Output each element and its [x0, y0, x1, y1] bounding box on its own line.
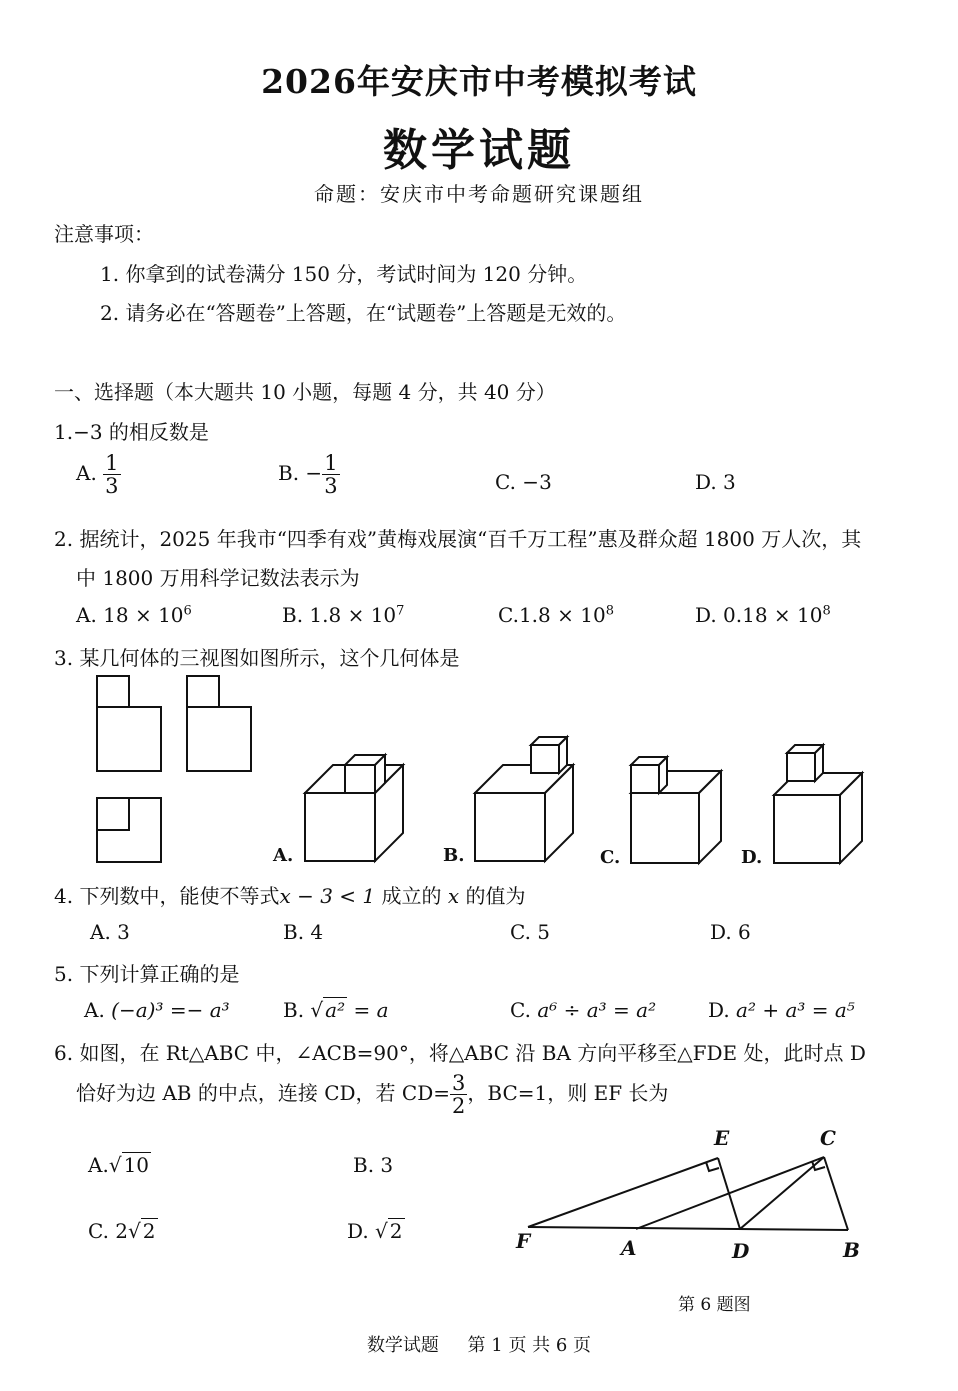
q6-point-e: E: [714, 1126, 730, 1150]
q2-line-1: 2. 据统计，2025 年我市“四季有戏”黄梅戏展演“百千万工程”惠及群众超 1800 万人次，其: [54, 527, 862, 551]
q1-a-fraction: $\frac{1}{3}$: [105, 451, 119, 499]
q6-option-c: C. 2√ 2: [88, 1219, 156, 1243]
notice-heading: 注意事项：: [54, 222, 154, 246]
q1-option-b: B. − $\frac{1}{3}$: [278, 451, 338, 499]
q6-line-1: 6. 如图，在 Rt△ABC 中，∠ACB=90°，将△ABC 沿 BA 方向平移至△FDE 处，此时点 D: [54, 1041, 866, 1065]
q6-line-2: 恰好为边 AB 的中点，连接 CD，若 CD= $\frac{3}{2}$ ，BC=1，则 EF 长为: [76, 1071, 669, 1119]
notice-item-1: 1. 你拿到的试卷满分 150 分，考试时间为 120 分钟。: [100, 262, 588, 286]
q2-line-2: 中 1800 万用科学记数法表示为: [76, 566, 360, 590]
q6-point-c: C: [820, 1126, 836, 1150]
q4-option-d: D. 6: [710, 920, 751, 944]
q5-option-b: B. √ a² = a: [283, 998, 389, 1022]
q3-option-d-label: D.: [741, 847, 763, 868]
q2-option-a: A. $18 \times 10^6$: [76, 603, 192, 627]
q4-stem: 4. 下列数中，能使不等式x − 3 < 1 成立的 x 的值为: [54, 884, 526, 908]
section-heading: 一、选择题（本大题共 10 小题，每题 4 分，共 40 分）: [54, 380, 556, 404]
q5-option-c: C. a⁶ ÷ a³ = a²: [510, 998, 657, 1022]
q6-figure-caption: 第 6 题图: [678, 1295, 751, 1315]
q4-option-b: B. 4: [283, 920, 324, 944]
q4-option-a: A. 3: [90, 920, 130, 944]
notice-item-2: 2. 请务必在“答题卷”上答题，在“试题卷”上答题是无效的。: [100, 301, 627, 325]
q6-option-d: D. √ 2: [347, 1219, 403, 1243]
q6-point-b: B: [843, 1238, 860, 1262]
q6-figure: [0, 0, 1, 1]
exam-title: 2026年安庆市中考模拟考试: [261, 62, 697, 101]
q3-stem: 3. 某几何体的三视图如图所示，这个几何体是: [54, 646, 460, 670]
q6-point-f: F: [516, 1229, 531, 1253]
q5-option-d: D. a² + a³ = a⁵: [708, 998, 855, 1022]
q6-option-a: A.√ 10: [88, 1153, 150, 1177]
q1-option-d: D. 3: [695, 470, 736, 494]
q3-option-a-label: A.: [273, 845, 294, 866]
q3-option-b-label: B.: [443, 845, 465, 866]
q4-option-c: C. 5: [510, 920, 551, 944]
subject-title: 数学试题: [383, 125, 575, 176]
q5-option-a: A. (−a)³ =− a³: [84, 998, 230, 1022]
page-footer: 数学试题 第 1 页 共 6 页: [366, 1335, 592, 1356]
q1-b-fraction: $\frac{1}{3}$: [324, 451, 338, 499]
q6-point-a: A: [621, 1236, 637, 1260]
q1-option-a: A. $\frac{1}{3}$: [76, 451, 119, 499]
q6-point-d: D: [732, 1239, 750, 1263]
q2-option-c: $C.1.8 \times 10^8$: [498, 603, 614, 627]
q1-stem: 1.−3 的相反数是: [54, 420, 209, 444]
q3-option-c-label: C.: [600, 847, 621, 868]
q5-stem: 5. 下列计算正确的是: [54, 962, 240, 986]
q6-option-b: B. 3: [353, 1153, 394, 1177]
q2-option-d: D. $0.18 \times 10^8$: [695, 603, 831, 627]
q6-cd-fraction: $\frac{3}{2}$: [452, 1071, 466, 1119]
q2-option-b: B. $1.8 \times 10^7$: [282, 603, 405, 627]
q1-option-c: C. −3: [495, 470, 552, 494]
byline: 命题：安庆市中考命题研究课题组: [314, 182, 644, 206]
